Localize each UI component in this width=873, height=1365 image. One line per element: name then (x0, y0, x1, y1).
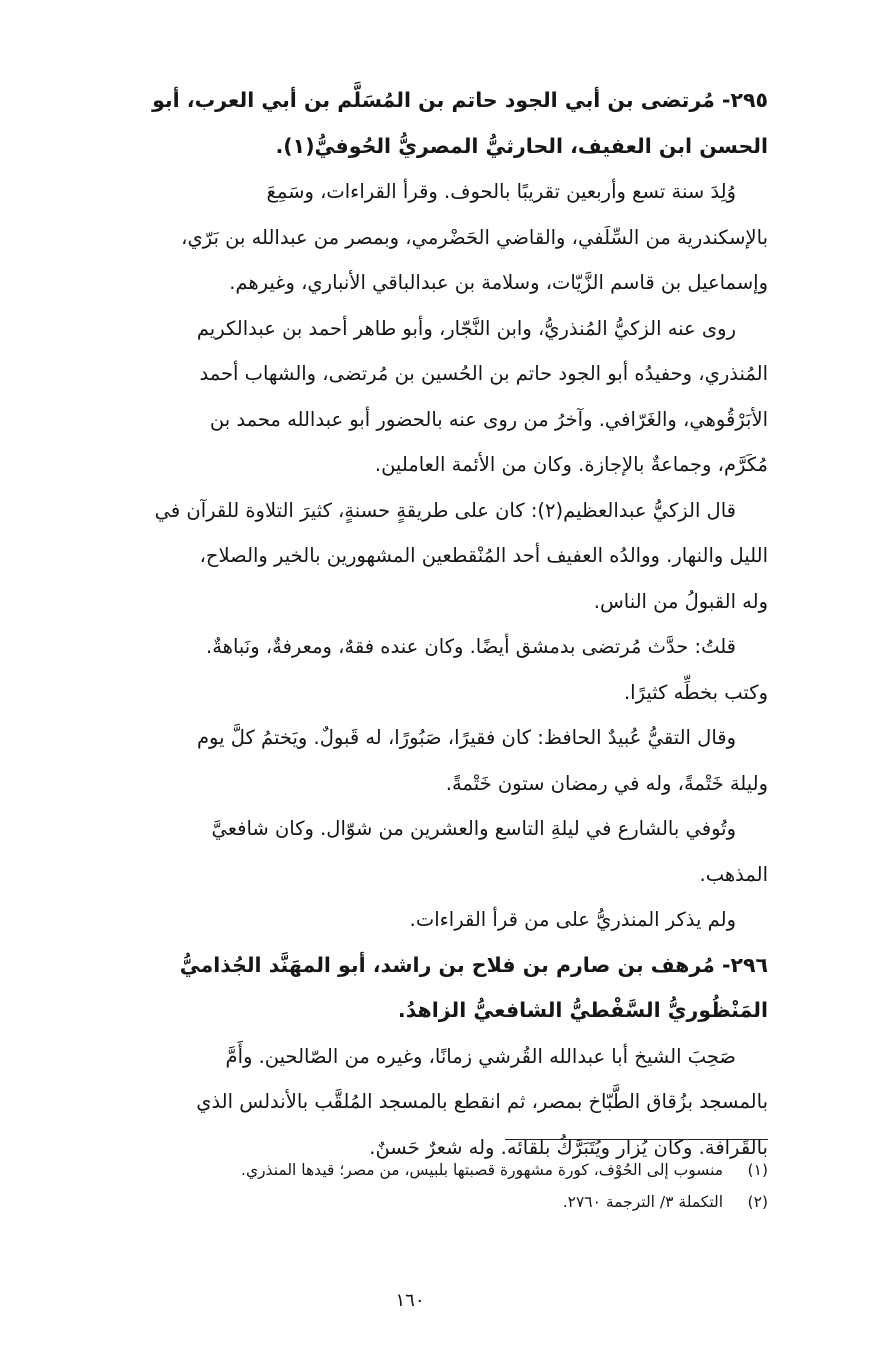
heading-line: المَنْظُوريُّ السَّفْطيُّ الشافعيُّ الزاهدُ. (397, 998, 768, 1022)
footnote-number: (١) (747, 1161, 768, 1179)
entry-296 (28, 943, 768, 1171)
paragraph (28, 1034, 768, 1171)
paragraph (28, 715, 768, 806)
footnote-text: منسوب إلى الحُوْف، كورة مشهورة قصبتها بلبيس، من مصر؛ قيدها المنذري. (241, 1161, 724, 1179)
text-line: ولم يذكر المنذريُّ على من قرأ القراءات. (409, 908, 736, 931)
text-line: وقال التقيُّ عُبيدٌ الحافظ: كان فقيرًا، صَبُورًا، له قَبولٌ. ويَختمُ كلَّ يوم (196, 726, 736, 749)
text-line: بالمسجد بزُقاق الطَّبّاخ بمصر، ثم انقطع بالمسجد المُلقَّب بالأندلس الذي (196, 1090, 768, 1113)
footnote-2 (28, 1186, 768, 1218)
main-text (28, 78, 768, 1170)
paragraph (28, 897, 768, 943)
text-line: وُلِدَ سنة تسع وأربعين تقريبًا بالحوف. وقرأ القراءات، وسَمِعَ (266, 180, 736, 203)
paragraph (28, 806, 768, 897)
text-line: الليل والنهار. ووالدُه العفيف أحد المُنْقطعين المشهورين بالخير والصلاح، (199, 544, 768, 567)
text-line: مُكَرَّم، وجماعةٌ بالإجازة. وكان من الأئمة العاملين. (374, 453, 768, 476)
paragraph (28, 488, 768, 625)
text-line: بالقَرافة. وكان يُزار ويُتَبَرَّكُ بلقائه. وله شعرٌ حَسنٌ. (369, 1135, 768, 1159)
text-line: المُنذري، وحفيدُه أبو الجود حاتم بن الحُسين بن مُرتضى، والشهاب أحمد (199, 362, 768, 385)
paragraph (28, 624, 768, 715)
paragraph (28, 169, 768, 306)
entry-heading (28, 943, 768, 1034)
footnote-divider (505, 1139, 768, 1140)
text-line: وإسماعيل بن قاسم الزَّيّات، وسلامة بن عبدالباقي الأنباري، وغيرهم. (229, 271, 768, 294)
heading-line: الحسن ابن العفيف، الحارثيُّ المصريُّ الحُوفيُّ(١). (275, 133, 768, 158)
footnote-1 (28, 1154, 768, 1186)
text-line: بالإسكندرية من السِّلَفي، والقاضي الحَضْرمي، وبمصر من عبدالله بن بَرّي، (181, 225, 768, 249)
paragraph (28, 306, 768, 488)
text-line: الأبَرْقُوهي، والغَرّافي. وآخرُ من روى عنه بالحضور أبو عبدالله محمد بن (209, 407, 768, 431)
text-line: وله القبولُ من الناس. (593, 589, 768, 613)
text-line: روى عنه الزكيُّ المُنذريُّ، وابن النَّجّار، وأبو طاهر أحمد بن عبدالكريم (196, 316, 736, 340)
text-line: وكتب بخطِّه كثيرًا. (623, 680, 768, 704)
text-line: قلتُ: حدَّث مُرتضى بدمشق أيضًا. وكان عنده فقهٌ، ومعرفةٌ، ونَباهةٌ. (206, 635, 736, 658)
heading-line: ٢٩٥- مُرتضى بن أبي الجود حاتم بن المُسَلَّم بن أبي العرب، أبو (152, 88, 768, 112)
footnotes (28, 1154, 768, 1218)
heading-line: ٢٩٦- مُرهف بن صارم بن فلاح بن راشد، أبو المهَنَّد الجُذاميُّ (179, 952, 768, 977)
text-line: وليلة خَتْمةً، وله في رمضان ستون خَتْمةً. (445, 771, 768, 795)
entry-295 (28, 78, 768, 943)
footnote-text: التكملة ٣/ الترجمة ٢٧٦٠. (562, 1193, 724, 1211)
text-line: المذهب. (699, 862, 768, 886)
footnote-number: (٢) (747, 1193, 768, 1211)
text-line: وتُوفي بالشارع في ليلةِ التاسع والعشرين من شوّال. وكان شافعيَّ (211, 817, 736, 840)
text-line: صَحِبَ الشيخ أبا عبدالله القُرشي زمانًا، وغيره من الصّالحين. وأَمَّ (225, 1044, 736, 1068)
page-number: ١٦٠ (395, 1290, 425, 1311)
entry-heading (28, 78, 768, 169)
text-line: قال الزكيُّ عبدالعظيم(٢): كان على طريقةٍ حسنةٍ، كثيرَ التلاوة للقرآن في (154, 498, 736, 522)
